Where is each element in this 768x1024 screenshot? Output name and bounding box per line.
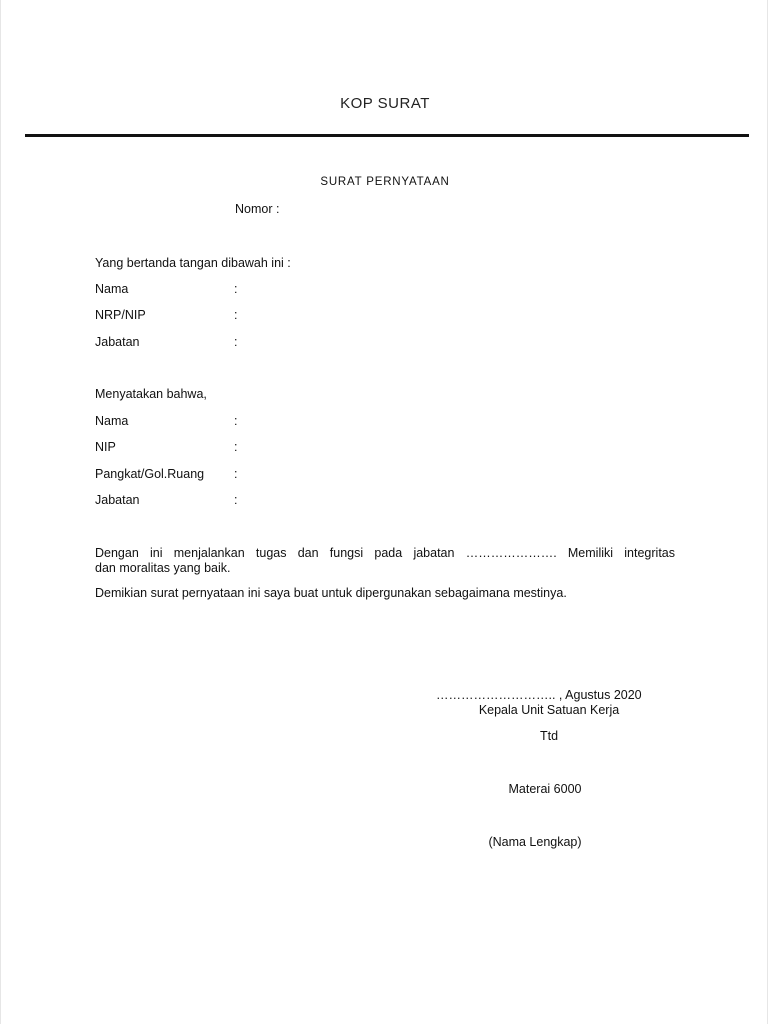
signature-position: Kepala Unit Satuan Kerja (478, 703, 620, 717)
subject-rank-label: Pangkat/Gol.Ruang (95, 467, 205, 481)
signer-intro: Yang bertanda tangan dibawah ini : (95, 256, 291, 270)
signer-position-label: Jabatan (95, 335, 140, 349)
statement-line-1: Dengan ini menjalankan tugas dan fungsi pada jabatan …………………. Memiliki integritas (95, 546, 675, 560)
subject-position-colon: : (234, 493, 238, 507)
signature-date: ……………………….. , Agustus 2020 (436, 688, 642, 702)
letterhead-divider (25, 134, 749, 137)
signer-name-label: Nama (95, 282, 129, 296)
signer-position-colon: : (234, 335, 238, 349)
letterhead-title: KOP SURAT (340, 95, 430, 112)
signature-ttd: Ttd (539, 729, 559, 743)
subject-position-label: Jabatan (95, 493, 140, 507)
signer-nrp-label: NRP/NIP (95, 308, 146, 322)
statement-line-2: dan moralitas yang baik. (95, 561, 231, 575)
signature-full-name: (Nama Lengkap) (488, 835, 582, 849)
signer-nrp-colon: : (234, 308, 238, 322)
subject-rank-colon: : (234, 467, 238, 481)
subject-intro: Menyatakan bahwa, (95, 387, 207, 401)
signer-name-colon: : (234, 282, 238, 296)
document-title: SURAT PERNYATAAN (320, 176, 450, 188)
signature-stamp-duty: Materai 6000 (508, 782, 582, 796)
subject-nip-label: NIP (95, 440, 116, 454)
statement-paragraph (95, 546, 675, 576)
closing-paragraph: Demikian surat pernyataan ini saya buat untuk dipergunakan sebagaimana mestinya. (95, 586, 567, 600)
subject-name-label: Nama (95, 414, 129, 428)
subject-name-colon: : (234, 414, 238, 428)
document-number-label: Nomor : (235, 202, 280, 216)
subject-nip-colon: : (234, 440, 238, 454)
